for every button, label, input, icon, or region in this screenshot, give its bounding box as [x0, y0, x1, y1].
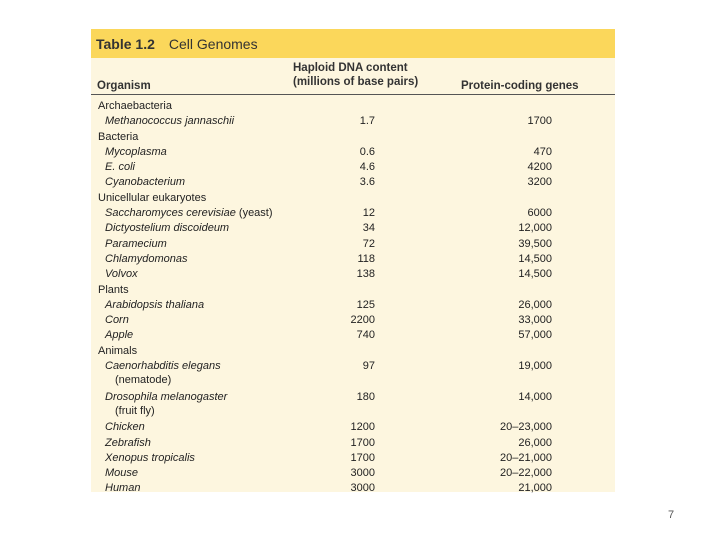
organism-name: Mycoplasma: [105, 145, 167, 158]
organism-name: Dictyostelium discoideum: [105, 222, 230, 235]
table-row: [91, 267, 615, 282]
table-row: [91, 390, 615, 421]
gene-count-cell: 1700: [527, 115, 552, 128]
gene-count-cell: 14,500: [518, 252, 552, 265]
gene-count-cell: 26,000: [518, 436, 552, 449]
table-row: [91, 298, 615, 313]
group-label: Plants: [98, 283, 129, 296]
gene-count-cell: 3200: [527, 176, 552, 189]
gene-count-cell: 33,000: [518, 314, 552, 327]
table-body: [91, 95, 615, 497]
organism-cell: [105, 328, 133, 343]
header-organism: Organism: [97, 80, 151, 92]
dna-content-cell: 1.7: [359, 115, 375, 128]
table-number: Table 1.2: [96, 35, 155, 52]
table-title-bar: [91, 29, 615, 58]
dna-content-cell: 138: [356, 268, 375, 281]
organism-cell: [105, 451, 195, 466]
organism-cell: [105, 145, 167, 160]
organism-cell: [105, 313, 129, 328]
dna-content-cell: 1700: [350, 436, 375, 449]
table-row: [91, 221, 615, 236]
organism-cell: [105, 436, 151, 451]
dna-content-cell: 1200: [350, 421, 375, 434]
dna-content-cell: 125: [356, 298, 375, 311]
group-label: Unicellular eukaryotes: [98, 191, 207, 204]
organism-cell: [105, 160, 135, 175]
table-row: [91, 237, 615, 252]
organism-cell: [105, 466, 138, 481]
gene-count-cell: 6000: [527, 207, 552, 220]
organism-cell: [105, 221, 229, 236]
gene-count-cell: 39,500: [518, 237, 552, 250]
table-row: [91, 206, 615, 221]
dna-content-cell: 3000: [350, 467, 375, 480]
header-dna-content: [293, 61, 418, 89]
gene-count-cell: 470: [533, 145, 552, 158]
gene-count-cell: 26,000: [518, 298, 552, 311]
gene-count-cell: 57,000: [518, 329, 552, 342]
table-row: [91, 420, 615, 435]
table-row: [91, 466, 615, 481]
organism-name: Paramecium: [105, 237, 167, 250]
group-label: Animals: [98, 344, 138, 357]
table-row: [91, 436, 615, 451]
group-label: Bacteria: [98, 130, 139, 143]
page-number: 7: [668, 509, 675, 521]
organism-cell: [105, 206, 273, 221]
gene-count-cell: 19,000: [518, 360, 552, 373]
organism-name: Xenopus tropicalis: [105, 451, 195, 464]
table-row: [91, 145, 615, 160]
gene-count-cell: 21,000: [518, 482, 552, 495]
organism-name: Drosophila melanogaster: [105, 390, 228, 403]
organism-cell: [105, 420, 145, 435]
dna-content-cell: 4.6: [359, 161, 375, 174]
table-group-row: [91, 283, 615, 298]
table-row: [91, 451, 615, 466]
organism-cell: [105, 252, 188, 267]
group-label: Archaebacteria: [98, 100, 172, 112]
organism-cell: [105, 267, 138, 282]
dna-content-cell: 12: [362, 207, 375, 220]
table-row: [91, 252, 615, 267]
gene-count-cell: 14,500: [518, 268, 552, 281]
organism-name: Saccharomyces cerevisiae: [105, 207, 236, 220]
header-protein-coding-genes: Protein-coding genes: [461, 80, 579, 92]
table-row: [91, 481, 615, 496]
header-dna-line2: (millions of base pairs): [293, 76, 419, 88]
organism-cell: [105, 114, 234, 129]
dna-content-cell: 740: [356, 329, 375, 342]
table-header: [91, 58, 615, 95]
table-row: [91, 114, 615, 129]
organism-common-name: (fruit fly): [115, 404, 155, 417]
organism-name: E. coli: [105, 161, 135, 174]
organism-cell: [105, 237, 167, 252]
table-row: [91, 359, 615, 390]
dna-content-cell: 1700: [350, 451, 375, 464]
table-row: [91, 328, 615, 343]
organism-name: Corn: [105, 314, 129, 327]
dna-content-cell: 180: [356, 390, 375, 403]
header-dna-line1: Haploid DNA content: [293, 62, 408, 74]
organism-name: Chicken: [105, 421, 145, 434]
dna-content-cell: 3000: [350, 482, 375, 495]
organism-common-name: (nematode): [115, 374, 172, 387]
organism-cell: [105, 359, 221, 386]
table-group-row: [91, 130, 615, 145]
dna-content-cell: 118: [357, 252, 375, 265]
gene-count-cell: 20–23,000: [500, 421, 552, 434]
organism-cell: [105, 298, 204, 313]
dna-content-cell: 97: [362, 360, 375, 373]
organism-cell: [105, 481, 140, 496]
organism-name: Volvox: [105, 268, 138, 281]
table-row: [91, 175, 615, 190]
organism-cell: [105, 390, 227, 417]
dna-content-cell: 2200: [350, 314, 375, 327]
table-row: [91, 313, 615, 328]
organism-name: Apple: [105, 329, 134, 342]
organism-name: Mouse: [105, 467, 139, 480]
table-group-row: [91, 344, 615, 359]
gene-count-cell: 20–21,000: [500, 451, 552, 464]
table-group-row: [91, 191, 615, 206]
organism-name: Chlamydomonas: [105, 252, 188, 265]
organism-name: Caenorhabditis elegans: [105, 360, 221, 373]
dna-content-cell: 3.6: [359, 176, 375, 189]
dna-content-cell: 0.6: [359, 145, 375, 158]
organism-name: Methanococcus jannaschii: [105, 115, 235, 128]
gene-count-cell: 4200: [527, 161, 552, 174]
table-group-row: [91, 99, 615, 114]
table-row: [91, 160, 615, 175]
organism-cell: [105, 175, 185, 190]
dna-content-cell: 72: [362, 237, 375, 250]
gene-count-cell: 20–22,000: [500, 467, 552, 480]
gene-count-cell: 12,000: [518, 222, 552, 235]
cell-genomes-table: [91, 29, 615, 495]
table-title: Cell Genomes: [168, 35, 258, 52]
gene-count-cell: 14,000: [518, 390, 552, 403]
dna-content-cell: 34: [362, 222, 375, 235]
organism-common-name: (yeast): [235, 207, 273, 220]
organism-name: Arabidopsis thaliana: [105, 298, 205, 311]
organism-name: Cyanobacterium: [105, 176, 186, 189]
organism-name: Human: [105, 482, 141, 495]
organism-name: Zebrafish: [105, 436, 151, 449]
